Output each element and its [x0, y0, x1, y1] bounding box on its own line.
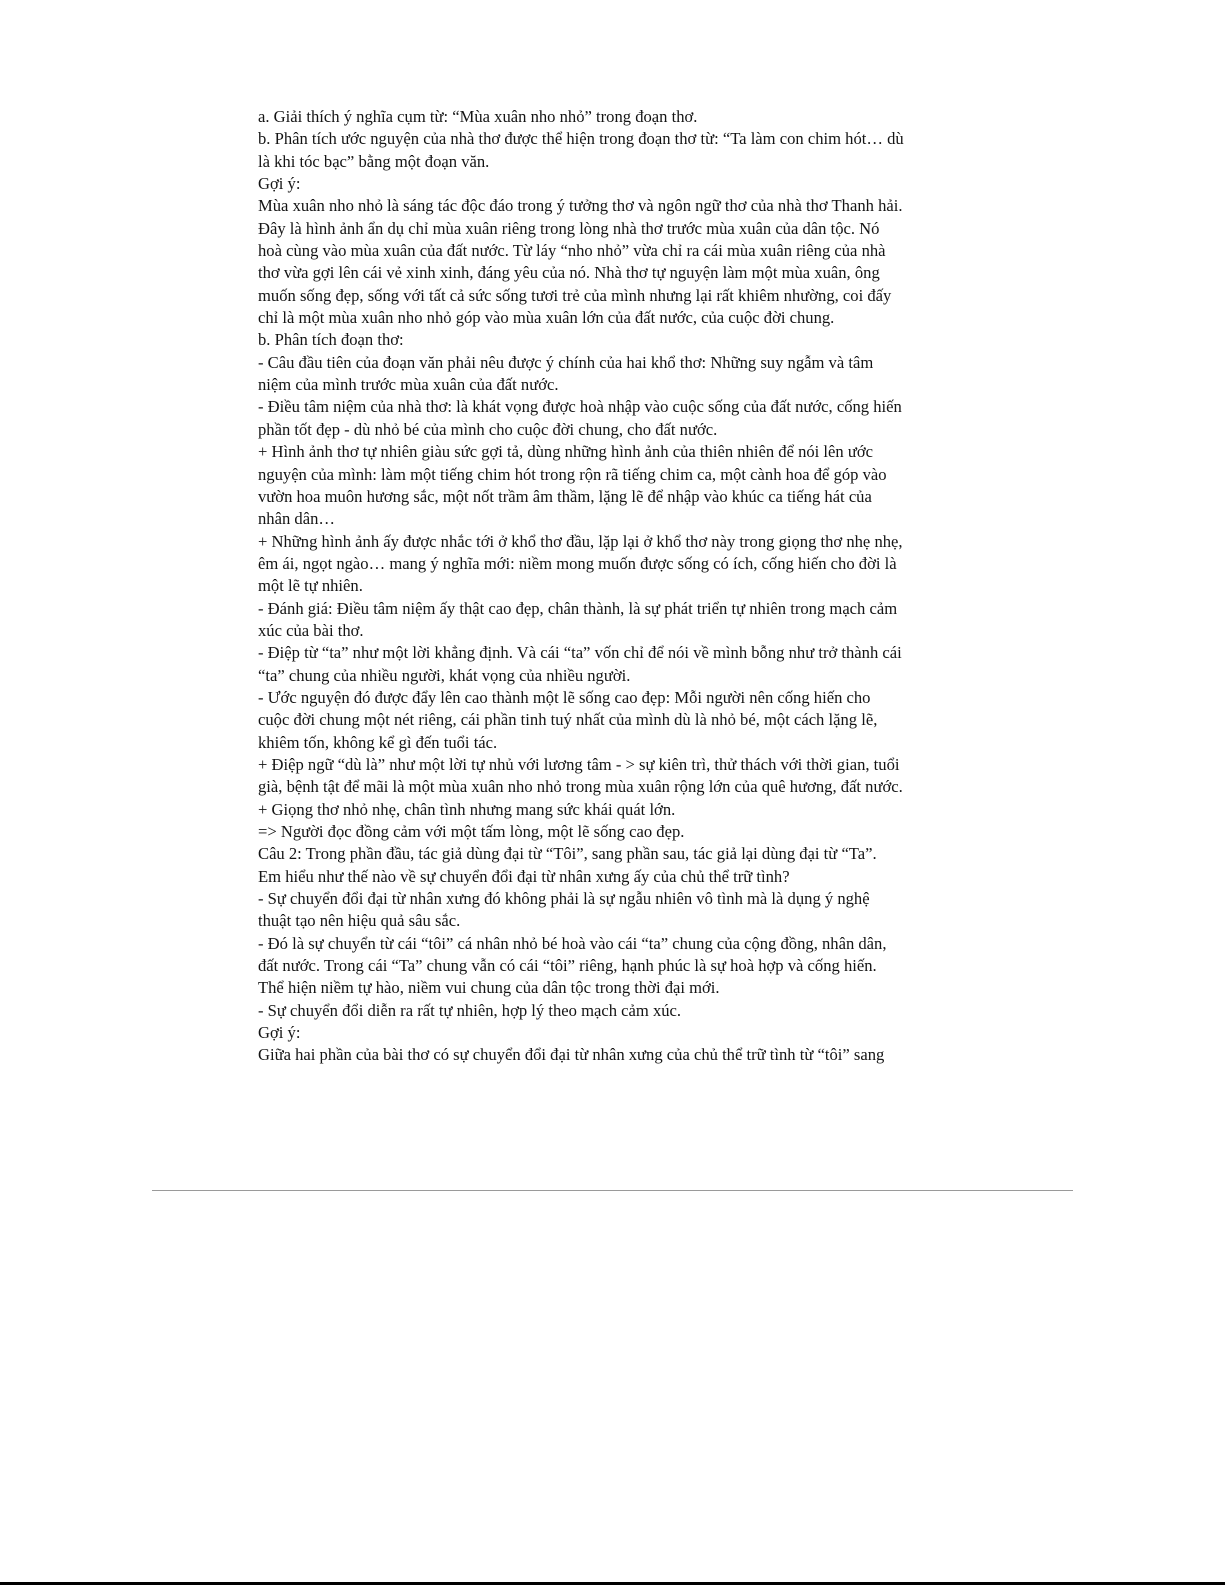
document-body	[258, 106, 970, 1067]
text-line: Đây là hình ảnh ẩn dụ chỉ mùa xuân riêng trong lòng nhà thơ trước mùa xuân của dân tộc. Nó	[258, 218, 880, 238]
text-line: vườn hoa muôn hương sắc, một nốt trầm âm thầm, lặng lẽ để nhập vào khúc ca tiếng hát của	[258, 486, 872, 506]
text-line: Gợi ý:	[258, 1023, 301, 1043]
text-line: b. Phân tích ước nguyện của nhà thơ được thể hiện trong đoạn thơ từ: “Ta làm con chim hót… dù	[258, 129, 904, 149]
text-line: - Đó là sự chuyển từ cái “tôi” cá nhân nhỏ bé hoà vào cái “ta” chung của cộng đồng, nhân dân,	[258, 933, 887, 953]
text-line: là khi tóc bạc” bằng một đoạn văn.	[258, 151, 490, 171]
text-line: - Câu đầu tiên của đoạn văn phải nêu được ý chính của hai khổ thơ: Những suy ngẫm và tâm	[258, 352, 874, 372]
text-line: Thể hiện niềm tự hào, niềm vui chung của dân tộc trong thời đại mới.	[258, 978, 720, 998]
text-line: chỉ là một mùa xuân nho nhỏ góp vào mùa xuân lớn của đất nước, của cuộc đời chung.	[258, 308, 835, 328]
text-line: - Sự chuyển đổi diễn ra rất tự nhiên, hợp lý theo mạch cảm xúc.	[258, 1000, 682, 1020]
text-line: Em hiểu như thế nào về sự chuyển đổi đại từ nhân xưng ấy của chủ thể trữ tình?	[258, 866, 790, 886]
text-line: a. Giải thích ý nghĩa cụm từ: “Mùa xuân nho nhỏ” trong đoạn thơ.	[258, 107, 698, 126]
text-line: “ta” chung của nhiều người, khát vọng của nhiều người.	[258, 665, 631, 685]
text-line: Giữa hai phần của bài thơ có sự chuyển đổi đại từ nhân xưng của chủ thể trữ tình từ “tôi” sang	[258, 1045, 885, 1065]
text-line: - Điệp từ “ta” như một lời khẳng định. Và cái “ta” vốn chỉ để nói về mình bỗng như trở thành cái	[258, 643, 902, 663]
text-line: một lẽ tự nhiên.	[258, 576, 363, 596]
text-line: cuộc đời chung một nét riêng, cái phần tinh tuý nhất của mình dù là nhỏ bé, một cách lặng lẽ,	[258, 710, 878, 730]
text-line: phần tốt đẹp - dù nhỏ bé của mình cho cuộc đời chung, cho đất nước.	[258, 419, 718, 439]
text-line: - Ước nguyện đó được đẩy lên cao thành một lẽ sống cao đẹp: Mỗi người nên cống hiến cho	[258, 687, 871, 707]
text-line: + Giọng thơ nhỏ nhẹ, chân tình nhưng mang sức khái quát lớn.	[258, 799, 676, 819]
text-line: nhân dân…	[258, 509, 335, 529]
text-line: thơ vừa gợi lên cái vẻ xinh xinh, đáng yêu của nó. Nhà thơ tự nguyện làm một mùa xuân, ông	[258, 263, 880, 283]
text-line: - Sự chuyển đổi đại từ nhân xưng đó không phải là sự ngẫu nhiên vô tình mà là dụng ý nghệ	[258, 889, 870, 909]
text-line: êm ái, ngọt ngào… mang ý nghĩa mới: niềm mong muốn được sống có ích, cống hiến cho đời là	[258, 553, 897, 573]
text-line: => Người đọc đồng cảm với một tấm lòng, một lẽ sống cao đẹp.	[258, 822, 685, 841]
text-line: - Điều tâm niệm của nhà thơ: là khát vọng được hoà nhập vào cuộc sống của đất nước, cống hiến	[258, 397, 902, 417]
text-line: Câu 2: Trong phần đầu, tác giả dùng đại từ “Tôi”, sang phần sau, tác giả lại dùng đại từ “Ta”.	[258, 844, 877, 864]
text-line: nguyện của mình: làm một tiếng chim hót trong rộn rã tiếng chim ca, một cành hoa để góp vào	[258, 464, 887, 484]
text-line: + Điệp ngữ “dù là” như một lời tự nhủ với lương tâm - > sự kiên trì, thử thách với thời gian, tuổi	[258, 754, 900, 774]
page-divider	[152, 1190, 1073, 1191]
text-line: Mùa xuân nho nhỏ là sáng tác độc đáo trong ý tưởng thơ và ngôn ngữ thơ của nhà thơ Thanh hải.	[258, 196, 903, 216]
text-line: + Hình ảnh thơ tự nhiên giàu sức gợi tả, dùng những hình ảnh của thiên nhiên để nói lên ước	[258, 442, 873, 462]
text-line: đất nước. Trong cái “Ta” chung vẫn có cái “tôi” riêng, hạnh phúc là sự hoà hợp và cống hiến.	[258, 956, 877, 976]
text-line: niệm của mình trước mùa xuân của đất nước.	[258, 375, 559, 395]
text-line: - Đánh giá: Điều tâm niệm ấy thật cao đẹp, chân thành, là sự phát triển tự nhiên trong mạch cảm	[258, 598, 898, 618]
text-line: xúc của bài thơ.	[258, 620, 364, 640]
text-line: muốn sống đẹp, sống với tất cả sức sống tươi trẻ của mình nhưng lại rất khiêm nhường, coi đấy	[258, 285, 892, 305]
text-line: Gợi ý:	[258, 174, 301, 194]
text-line: thuật tạo nên hiệu quả sâu sắc.	[258, 911, 461, 931]
text-line: hoà cùng vào mùa xuân của đất nước. Từ láy “nho nhỏ” vừa chỉ ra cái mùa xuân riêng của nhà	[258, 241, 886, 261]
text-line: khiêm tốn, không kể gì đến tuổi tác.	[258, 732, 498, 752]
text-line: già, bệnh tật để mãi là một mùa xuân nho nhỏ trong mùa xuân rộng lớn của quê hương, đất nước.	[258, 777, 903, 797]
text-line: + Những hình ảnh ấy được nhắc tới ở khổ thơ đầu, lặp lại ở khổ thơ này trong giọng thơ nhẹ nhẹ,	[258, 531, 903, 551]
text-line: b. Phân tích đoạn thơ:	[258, 330, 404, 350]
